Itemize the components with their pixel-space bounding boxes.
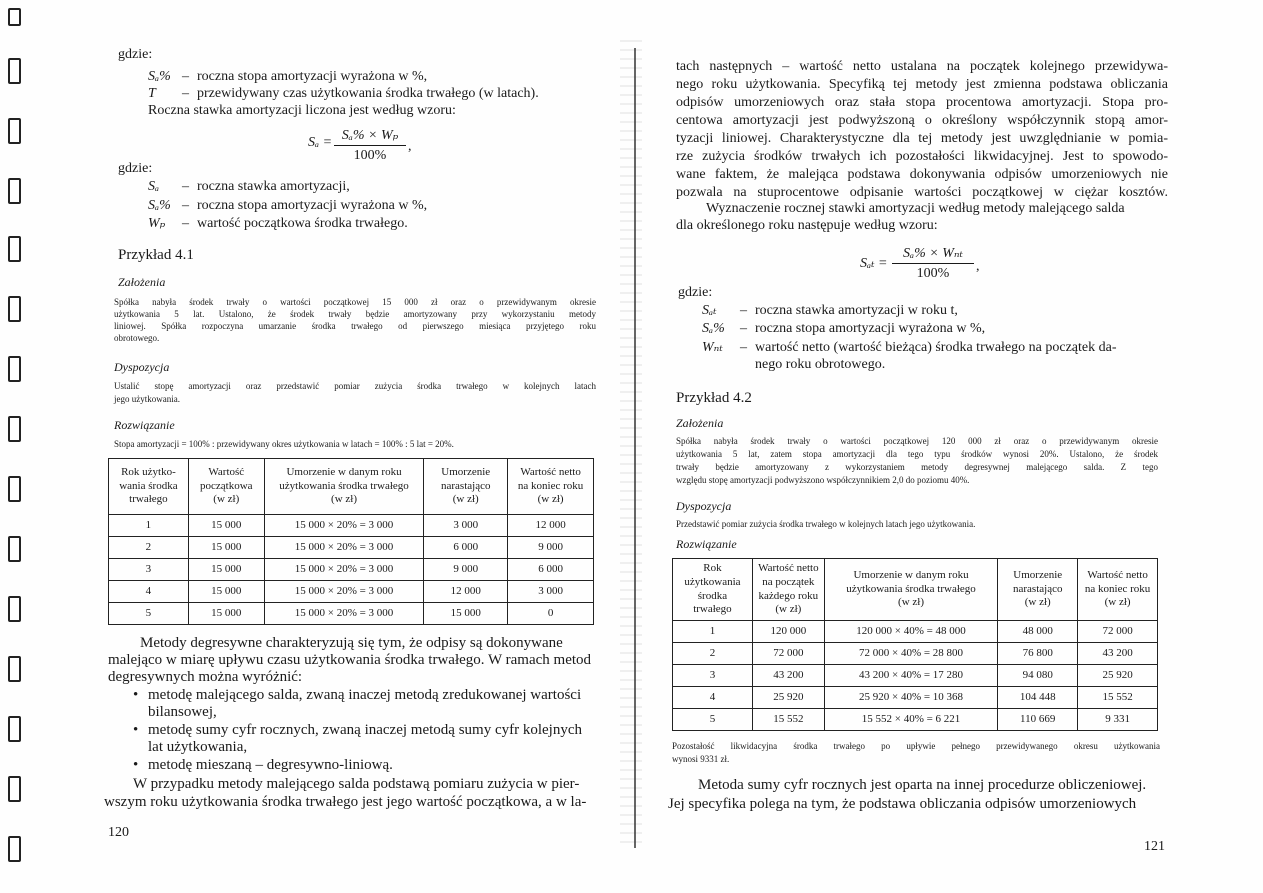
table-header: Wartość początkowa (w zł) [188,459,264,515]
table-cell: 15 000 [424,603,508,625]
bullet-text: metodę mieszaną – degresywno-liniową. [148,757,393,773]
binding-mark [8,656,21,682]
table-header-row [673,559,1158,621]
table-header: Umorzenie w danym roku użytkowania środka trwałego (w zł) [264,459,424,515]
assumptions-line: liniowej. Spółka rozpoczyna umarzanie środka trwałego od pierwszego miesiąca przyjętego roku [114,321,596,331]
table-cell: 15 000 × 20% = 3 000 [264,581,424,603]
table-cell: 3 000 [508,581,594,603]
def-symbol: Wₚ [148,216,166,231]
table-cell: 15 000 × 20% = 3 000 [264,537,424,559]
body-line: wane faktem, że malejąca podstawa dokonywania odpisów umorzeniowych nie [676,167,1168,182]
table-cell: 43 200 [1078,643,1158,665]
body-line: Metoda sumy cyfr rocznych jest oparta na innej procedurze obliczeniowej. [698,777,1147,793]
table-row [673,709,1158,731]
bullet-icon: • [133,687,139,703]
table-cell: 48 000 [998,621,1078,643]
table-cell: 43 200 × 40% = 17 280 [824,665,998,687]
binding-mark [8,58,21,84]
def1-intro: gdzie: [118,47,153,62]
def-dash: – [182,198,189,213]
table-cell: 76 800 [998,643,1078,665]
table-cell: 9 331 [1078,709,1158,731]
table-cell: 25 920 [752,687,824,709]
right-page [628,0,1263,893]
assumptions-title: Założenia [676,416,724,430]
body-line: tyzacji liniowej. Charakterystyczne dla tej metody jest uwzględnianie w pomia- [676,131,1168,146]
disposition-line: Ustalić stopę amortyzacji oraz przedstawić pomiar zużycia środka trwałego w kolejnych latach [114,381,596,391]
def-dash: – [740,340,747,355]
table-cell: 1 [673,621,753,643]
table-header: Wartość netto na koniec roku (w zł) [1078,559,1158,621]
binding-mark [8,118,21,144]
binding-mark [8,536,21,562]
table-row [109,515,594,537]
table-cell: 72 000 [1078,621,1158,643]
table-cell: 110 669 [998,709,1078,731]
disposition-title: Dyspozycja [676,499,732,513]
def-dash: – [740,303,747,318]
def-text: roczna stawka amortyzacji w roku t, [755,303,958,318]
table-row [109,537,594,559]
table-row [673,621,1158,643]
table-row [109,559,594,581]
table-cell: 9 000 [508,537,594,559]
def-intro: gdzie: [678,285,713,300]
def-text: wartość netto (wartość bieżąca) środka trwałego na początek da- [755,340,1117,355]
binding-mark [8,836,21,862]
table-cell: 5 [673,709,753,731]
binding-mark [8,8,21,26]
table-cell: 15 000 × 20% = 3 000 [264,559,424,581]
table-cell: 2 [673,643,753,665]
table-cell: 72 000 × 40% = 28 800 [824,643,998,665]
def-symbol: Sₐ% [148,198,171,213]
table-row [673,687,1158,709]
def-text: roczna stopa amortyzacji wyrażona w %, [197,198,428,213]
assumptions-line: Spółka nabyła środek trwały o wartości początkowej 120 000 zł oraz o przewidywanym okresie [676,436,1158,446]
rate-sentence: Roczna stawka amortyzacji liczona jest według wzoru: [148,103,456,118]
table-cell: 12 000 [508,515,594,537]
table-header: Umorzenie narastająco (w zł) [424,459,508,515]
table-cell: 15 552 [752,709,824,731]
note-line: wynosi 9331 zł. [672,754,730,764]
table-header: Umorzenie narastająco (w zł) [998,559,1078,621]
table-cell: 3 000 [424,515,508,537]
binding-mark [8,178,21,204]
bullet-text: lat użytkowania, [148,739,248,755]
example-title: Przykład 4.2 [676,390,752,406]
body-line: wszym roku użytkowania środka trwałego jest jego wartość początkowa, a w la- [104,794,587,810]
def-dash: – [182,86,189,101]
disposition-line: jego użytkowania. [114,394,180,404]
bullet-text: metodę sumy cyfr rocznych, zwaną inaczej metodą sumy cyfr kolejnych [148,722,582,738]
bullet-text: metodę malejącego salda, zwaną inaczej metodą zredukowanej wartości [148,687,582,703]
bullet-icon: • [133,757,139,773]
body-line: degresywnych można wyróżnić: [108,669,303,685]
note-line: Pozostałość likwidacyjna środka trwałego po upływie pełnego przewidywanego okresu użytkowania [672,741,1160,751]
body-line: centowa amortyzacji jest podwyższoną o określony współczynnik stopą amor- [676,113,1168,128]
page-number: 121 [1144,839,1165,854]
body-line: Jej specyfika polega na tym, że podstawa obliczania odpisów umorzeniowych [668,796,1137,812]
table-cell: 15 552 [1078,687,1158,709]
table-cell: 25 920 × 40% = 10 368 [824,687,998,709]
table-cell: 2 [109,537,189,559]
binding-mark [8,356,21,382]
def-text: przewidywany czas użytkowania środka trwałego (w latach). [197,86,539,101]
assumptions-line: względu stopę amortyzacji podwyższono współczynnikiem 2,0 do poziomu 40%. [676,475,970,485]
binding-mark [8,236,21,262]
def-symbol: T [148,86,156,101]
assumptions-line: Spółka nabyła środek trwały o wartości początkowej 15 000 zł oraz o przewidywanym okresie [114,297,596,307]
formula-trail: , [408,139,412,154]
def-dash: – [182,179,189,194]
disposition-line: Przedstawić pomiar zużycia środka trwałego w kolejnych latach jego użytkowania. [676,519,976,529]
binding-mark [8,716,21,742]
solution-title: Rozwiązanie [114,418,175,432]
def-symbol: Sₐ% [702,321,725,336]
table-cell: 15 000 × 20% = 3 000 [264,515,424,537]
def-text: roczna stopa amortyzacji wyrażona w %, [755,321,986,336]
binding-mark [8,416,21,442]
solution-line: Stopa amortyzacji = 100% : przewidywany okres użytkowania w latach = 100% : 5 lat = 20%. [114,439,454,449]
body-line: W przypadku metody malejącego salda podstawą pomiaru zużycia w pier- [133,776,580,792]
def-text: wartość początkowa środka trwałego. [197,216,408,231]
body-line: rze zużycia środków trwałych ich pozostałości likwidacyjnej. Jest to spowodo- [676,149,1168,164]
body-line: malejąco w miarę upływu czasu użytkowania środka trwałego. W ramach metod [108,652,592,668]
depreciation-table [108,458,594,625]
table-cell: 1 [109,515,189,537]
body-line: Metody degresywne charakteryzują się tym, że odpisy są dokonywane [140,635,563,651]
table-cell: 0 [508,603,594,625]
def2-intro: gdzie: [118,161,153,176]
assumptions-line: obrotowego. [114,333,160,343]
page-number: 120 [108,825,129,840]
formula-trail: , [976,259,980,274]
body-line: tach następnych – wartość netto ustalana na początek kolejnego przewidywa- [676,59,1168,74]
formula-denominator: 100% [916,266,950,281]
def-symbol: Sₐ% [148,69,171,84]
body-line: pozwala na stuprocentowe odpisanie wartości początkowej w ciężar kosztów. [676,185,1168,200]
assumptions-line: użytkowania 5 lat, zatem stopa amortyzacji dla tego typu środków wynosi 20%. Ustalono, że środek [676,449,1158,459]
table-cell: 15 000 [188,603,264,625]
table-row [109,603,594,625]
table-cell: 120 000 × 40% = 48 000 [824,621,998,643]
assumptions-line: użytkowania 5 lat. Ustalono, że środek trwały będzie amortyzowany przy wykorzystaniu metody [114,309,596,319]
bullet-text: bilansowej, [148,704,217,720]
table-cell: 12 000 [424,581,508,603]
solution-title: Rozwiązanie [676,537,737,551]
binding-edge [0,0,42,893]
def-symbol: Sₐₜ [702,303,717,318]
disposition-title: Dyspozycja [114,360,170,374]
table-cell: 15 000 [188,515,264,537]
table-header: Wartość netto na początek każdego roku (w zł) [752,559,824,621]
table-header: Umorzenie w danym roku użytkowania środka trwałego (w zł) [824,559,998,621]
table-cell: 4 [109,581,189,603]
formula-numerator: Sₐ% × Wₙₜ [892,245,974,264]
table-cell: 15 552 × 40% = 6 221 [824,709,998,731]
table-row [673,643,1158,665]
table-cell: 120 000 [752,621,824,643]
body-line: Wyznaczenie rocznej stawki amortyzacji według metody malejącego salda [706,201,1125,216]
def-symbol: Sₐ [148,179,160,194]
table-cell: 15 000 [188,537,264,559]
table-cell: 4 [673,687,753,709]
table-cell: 3 [673,665,753,687]
def-text: nego roku obrotowego. [755,357,886,372]
left-page [0,0,628,893]
table-header: Rok użytko- wania środka trwałego [109,459,189,515]
table-cell: 6 000 [424,537,508,559]
table-cell: 72 000 [752,643,824,665]
table-cell: 5 [109,603,189,625]
def-text: roczna stawka amortyzacji, [197,179,350,194]
def-dash: – [182,216,189,231]
table-header: Wartość netto na koniec roku (w zł) [508,459,594,515]
binding-mark [8,476,21,502]
table-header-row [109,459,594,515]
table-cell: 9 000 [424,559,508,581]
table-cell: 94 080 [998,665,1078,687]
binding-mark [8,296,21,322]
formula-numerator: Sₐ% × Wₚ [334,127,406,146]
table-cell: 15 000 [188,559,264,581]
table-cell: 104 448 [998,687,1078,709]
def-text: roczna stopa amortyzacji wyrażona w %, [197,69,428,84]
table-row [673,665,1158,687]
table-cell: 15 000 × 20% = 3 000 [264,603,424,625]
def-symbol: Wₙₜ [702,340,723,355]
example-title: Przykład 4.1 [118,247,194,263]
formula-lhs: Sₐ = [308,135,333,150]
binding-mark [8,596,21,622]
def-dash: – [182,69,189,84]
table-cell: 15 000 [188,581,264,603]
body-line: dla określonego roku następuje według wzoru: [676,218,938,233]
table-row [109,581,594,603]
body-line: nego roku użytkowania. Specyfiką tej metody jest zmienna podstawa obliczania [676,77,1168,92]
table-cell: 3 [109,559,189,581]
def-dash: – [740,321,747,336]
table-cell: 25 920 [1078,665,1158,687]
formula-lhs: Sₐₜ = [860,256,888,271]
formula-denominator: 100% [353,148,387,163]
assumptions-title: Założenia [118,275,166,289]
body-line: odpisów umorzeniowych oraz stała stopa procentowa amortyzacji. Stopa pro- [676,95,1168,110]
bullet-icon: • [133,722,139,738]
table-cell: 6 000 [508,559,594,581]
binding-mark [8,776,21,802]
table-cell: 43 200 [752,665,824,687]
declining-balance-table [672,558,1158,731]
table-header: Rok użytkowania środka trwałego [673,559,753,621]
assumptions-line: trwały będzie amortyzowany z wykorzystaniem metody degresywnej malejącego salda. Z tego [676,462,1158,472]
